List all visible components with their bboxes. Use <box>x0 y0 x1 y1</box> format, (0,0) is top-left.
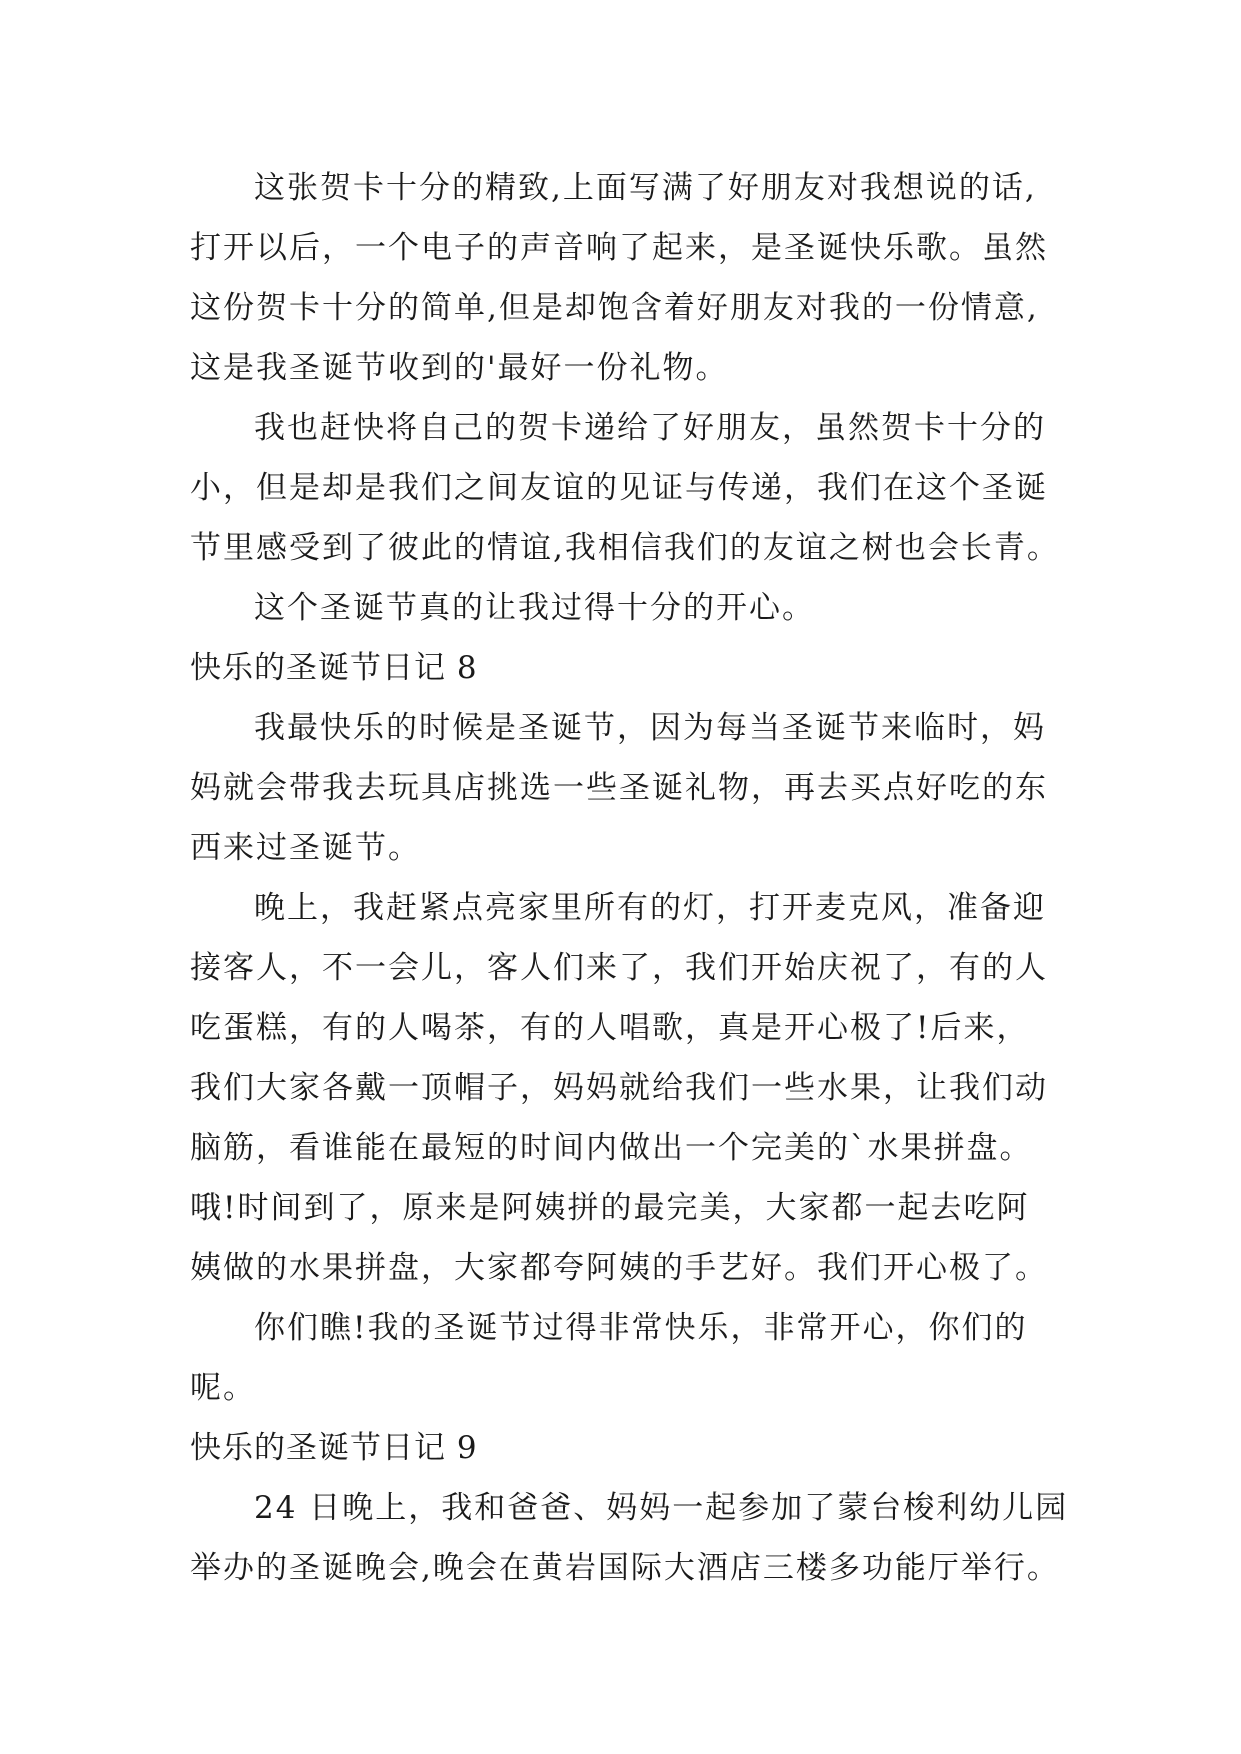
paragraph-line: 打开以后，一个电子的声音响了起来，是圣诞快乐歌。虽然 <box>190 230 1048 266</box>
paragraph-line: 呢。 <box>190 1370 256 1406</box>
paragraph-line: 吃蛋糕，有的人喝茶，有的人唱歌，真是开心极了!后来， <box>190 1010 1030 1046</box>
paragraph-line: 脑筋，看谁能在最短的时间内做出一个完美的`水果拼盘。 <box>190 1130 1033 1166</box>
paragraph-line: 节里感受到了彼此的情谊,我相信我们的友谊之树也会长青。 <box>190 530 1060 566</box>
paragraph-line: 这个圣诞节真的让我过得十分的开心。 <box>254 590 815 626</box>
paragraph-line: 哦!时间到了，原来是阿姨拼的最完美，大家都一起去吃阿 <box>190 1190 1030 1226</box>
paragraph-line: 你们瞧!我的圣诞节过得非常快乐，非常开心，你们的 <box>254 1310 1028 1346</box>
paragraph-line: 我们大家各戴一顶帽子，妈妈就给我们一些水果，让我们动 <box>190 1070 1048 1106</box>
paragraph-line: 接客人，不一会儿，客人们来了，我们开始庆祝了，有的人 <box>190 950 1048 986</box>
paragraph-line: 晚上，我赶紧点亮家里所有的灯，打开麦克风，准备迎 <box>254 890 1046 926</box>
paragraph-line: 这份贺卡十分的简单,但是却饱含着好朋友对我的一份情意, <box>190 290 1039 326</box>
paragraph-line: 西来过圣诞节。 <box>190 830 421 866</box>
paragraph-line: 24 日晚上，我和爸爸、妈妈一起参加了蒙台梭利幼儿园 <box>254 1490 1069 1526</box>
section-heading: 快乐的圣诞节日记 9 <box>190 1430 478 1466</box>
paragraph-line: 这张贺卡十分的精致,上面写满了好朋友对我想说的话, <box>254 170 1037 206</box>
paragraph-line: 这是我圣诞节收到的'最好一份礼物。 <box>190 350 729 386</box>
section-heading: 快乐的圣诞节日记 8 <box>190 650 478 686</box>
paragraph-line: 我最快乐的时候是圣诞节，因为每当圣诞节来临时，妈 <box>254 710 1046 746</box>
paragraph-line: 我也赶快将自己的贺卡递给了好朋友，虽然贺卡十分的 <box>254 410 1046 446</box>
paragraph-line: 小，但是却是我们之间友谊的见证与传递，我们在这个圣诞 <box>190 470 1048 506</box>
paragraph-line: 姨做的水果拼盘，大家都夸阿姨的手艺好。我们开心极了。 <box>190 1250 1048 1286</box>
paragraph-line: 妈就会带我去玩具店挑选一些圣诞礼物，再去买点好吃的东 <box>190 770 1048 806</box>
paragraph-line: 举办的圣诞晚会,晚会在黄岩国际大酒店三楼多功能厅举行。 <box>190 1550 1060 1586</box>
document-body <box>190 158 1090 1598</box>
